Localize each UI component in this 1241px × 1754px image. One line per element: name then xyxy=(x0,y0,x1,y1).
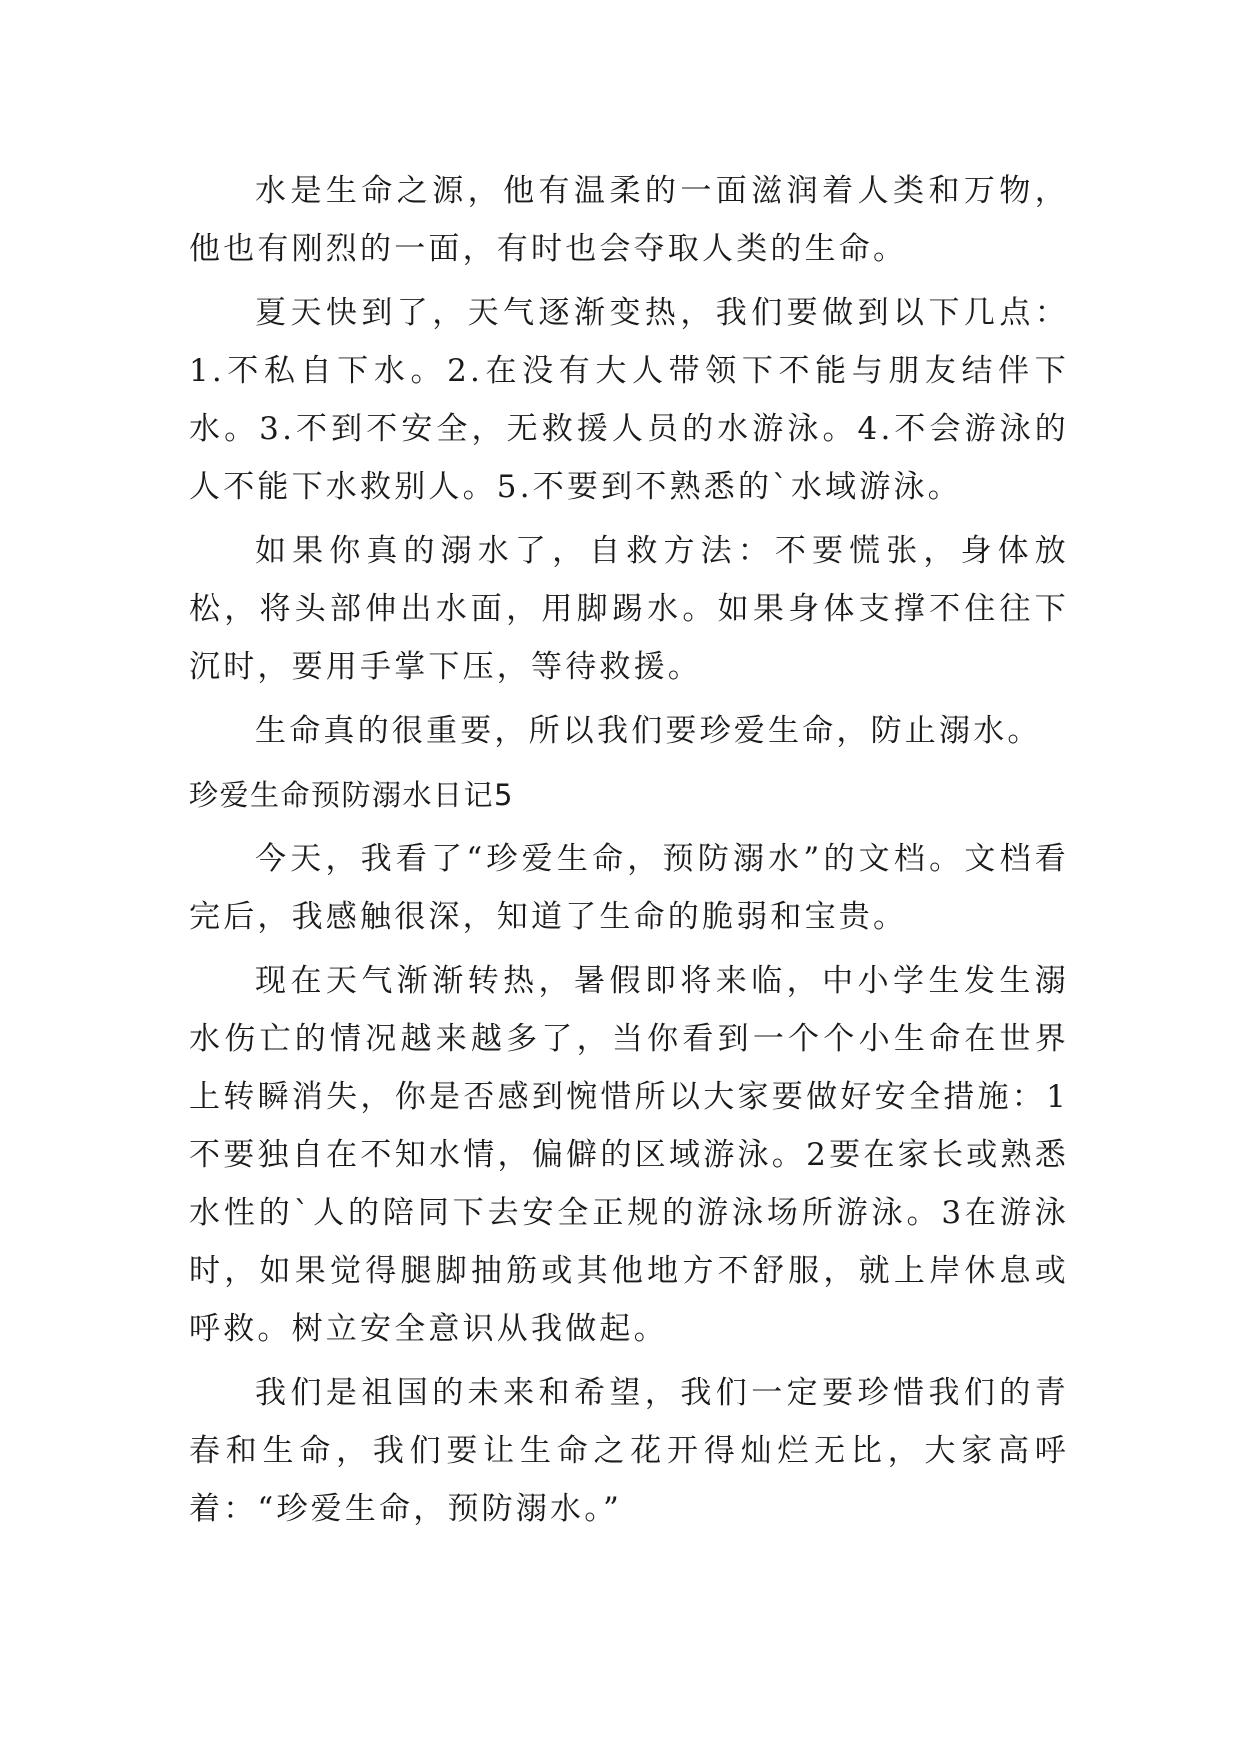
paragraph-summer-rules: 夏天快到了，天气逐渐变热，我们要做到以下几点：1.不私自下水。2.在没有大人带领下不能与朋友结伴下水。3.不到不安全，无救援人员的水游泳。4.不会游泳的人不能下水救别人。5.不要到不熟悉的`水域游泳。 xyxy=(189,295,1069,505)
paragraph-life-important: 生命真的很重要，所以我们要珍爱生命，防止溺水。 xyxy=(255,713,1042,749)
section-title: 珍爱生命预防溺水日记5 xyxy=(189,778,514,812)
paragraph-self-rescue: 如果你真的溺水了，自救方法：不要慌张，身体放松，将头部伸出水面，用脚踢水。如果身体支撑不住往下沉时，要用手掌下压，等待救援。 xyxy=(189,533,1069,685)
paragraph-safety-measures: 现在天气渐渐转热，暑假即将来临，中小学生发生溺水伤亡的情况越来越多了，当你看到一个个小生命在世界上转瞬消失，你是否感到惋惜所以大家要做好安全措施：1不要独自在不知水情，偏僻的区域游泳。2要在家长或熟悉水性的`人的陪同下去安全正规的游泳场所游泳。3在游泳时，如果觉得腿脚抽筋或其他地方不舒服，就上岸休息或呼救。树立安全意识从我做起。 xyxy=(189,963,1069,1347)
paragraph-today-document: 今天，我看了“珍爱生命，预防溺水”的文档。文档看完后，我感触很深，知道了生命的脆弱和宝贵。 xyxy=(189,841,1069,935)
paragraph-water-source: 水是生命之源，他有温柔的一面滋润着人类和万物，他也有刚烈的一面，有时也会夺取人类的生命。 xyxy=(189,173,1069,267)
document-body xyxy=(189,162,1069,1544)
paragraph-future-hope: 我们是祖国的未来和希望，我们一定要珍惜我们的青春和生命，我们要让生命之花开得灿烂无比，大家高呼着：“珍爱生命，预防溺水。” xyxy=(189,1375,1069,1527)
